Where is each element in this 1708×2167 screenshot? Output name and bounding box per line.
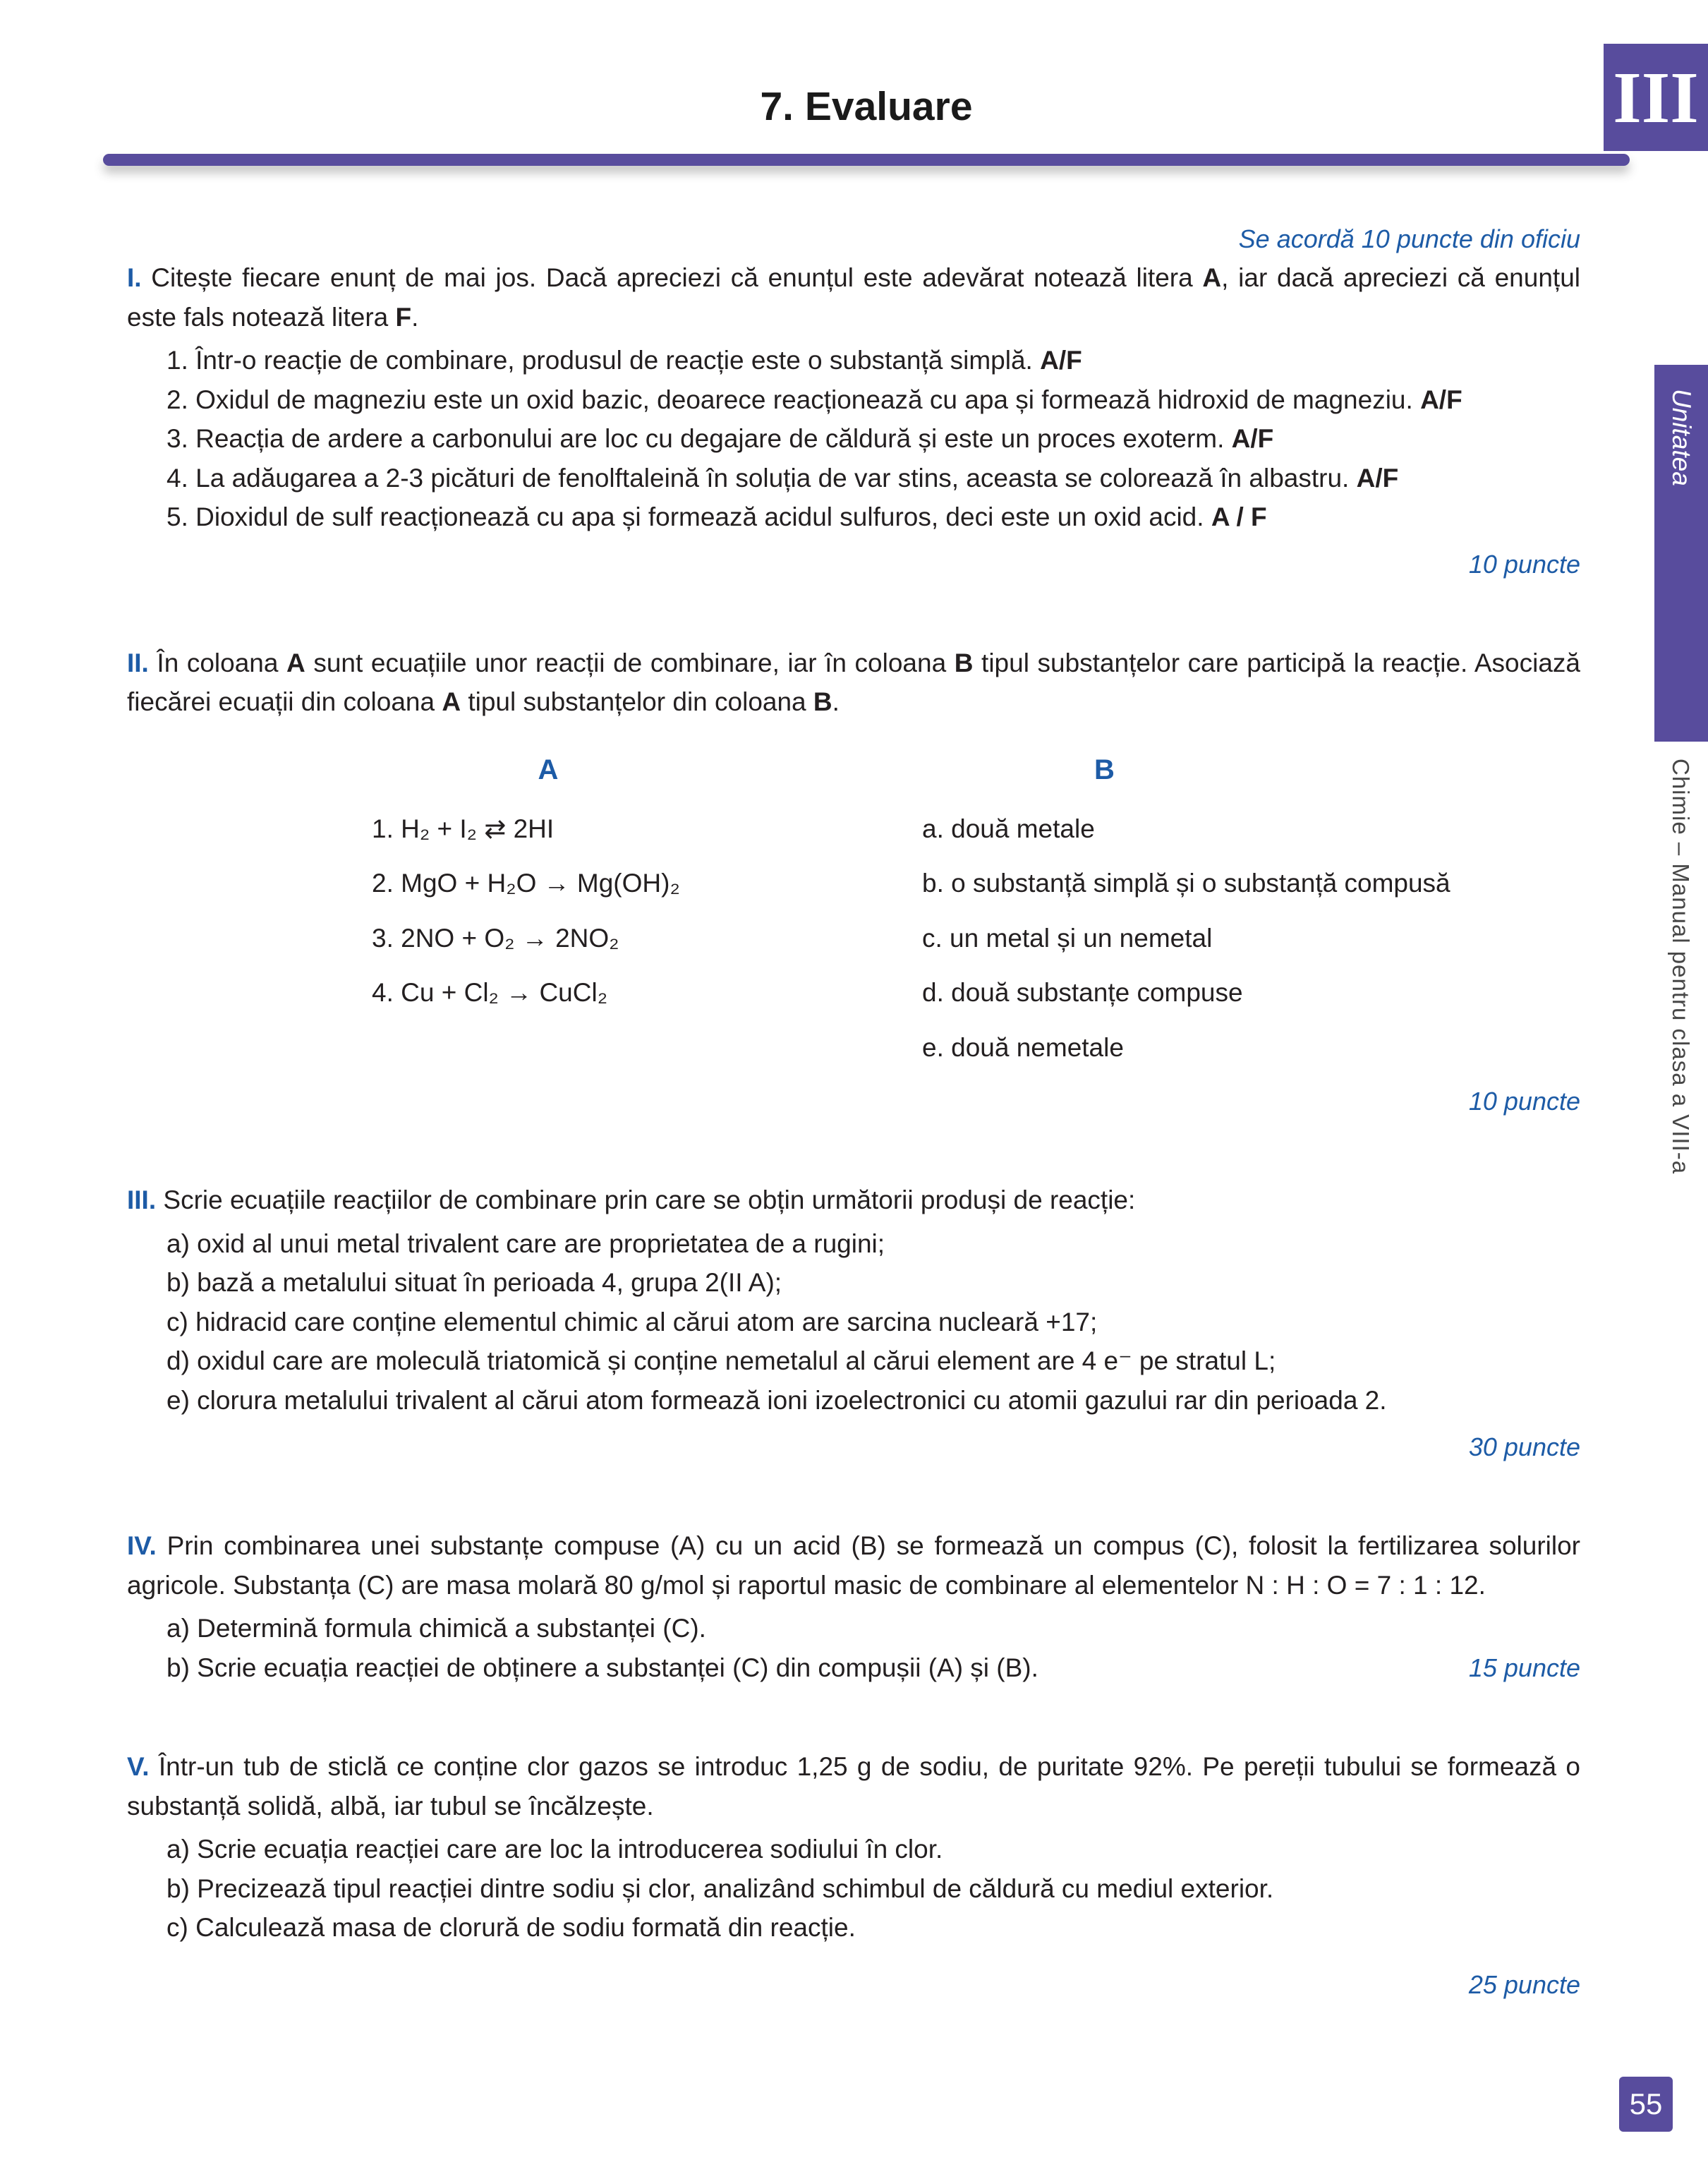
section-4-intro: IV. Prin combinarea unei substanțe compuse (A) cu un acid (B) se formează un compus (C), folosit la fertilizarea solurilor agricole. Substanța (C) are masa molară 80 g/mol și raportul masic de combinare al elementelor N : H : O = 7 : 1 : 12. [127,1531,1580,1600]
points-label: 30 puncte [1468,1432,1580,1461]
sidebar-book-title: Chimie – Manual pentru clasa a VIII-a [1668,759,1694,1175]
task-item: e) clorura metalului trivalent al cărui atom formează ioni izoelectronici cu atomii gazului rar din perioada 2. [166,1385,1387,1415]
task-list [166,1609,1580,1687]
statement-item: 2. Oxidul de magneziu este un oxid bazic, deoarece reacționează cu apa și formează hidroxid de magneziu. A/F [166,385,1462,414]
statement-item: 1. Într-o reacție de combinare, produsul de reacție este o substanță simplă. A/F [166,346,1082,375]
task-item: a) Scrie ecuația reacției care are loc la introducerea sodiului în clor. [166,1835,943,1864]
statement-list [166,341,1580,537]
office-points-note: Se acordă 10 puncte din oficiu [1238,224,1580,253]
match-row [127,1028,1580,1068]
section-5-intro: V. Într-un tub de sticlă ce conține clor gazos se introduc 1,25 g de sodiu, de puritate 92%. Pe pereții tubului se formează o substanță solidă, albă, iar tubul se încălzește. [127,1752,1580,1821]
statement-item: 5. Dioxidul de sulf reacționează cu apa și formează acidul sulfuros, deci este un oxid acid. A / F [166,502,1267,531]
task-item: b) Precizează tipul reacției dintre sodiu și clor, analizând schimbul de căldură cu mediul exterior. [166,1873,1274,1903]
task-item-row [166,1648,1580,1688]
task-item: c) hidracid care conține elementul chimic al cărui atom are sarcina nucleară +17; [166,1307,1098,1336]
task-item: b) Scrie ecuația reacției de obținere a substanței (C) din compușii (A) și (B). [166,1653,1038,1682]
task-list [166,1224,1580,1420]
task-item: a) Determină formula chimică a substanței (C). [166,1614,706,1643]
points-label: 15 puncte [1468,1653,1580,1682]
statement-item: 4. La adăugarea a 2-3 picături de fenolftaleină în soluția de var stins, aceasta se colorează în albastru. A/F [166,463,1399,493]
task-item: a) oxid al unui metal trivalent care are proprietatea de a rugini; [166,1229,885,1258]
page-header [103,83,1630,166]
option-cell: a. două metale [922,814,1095,843]
match-table-header [127,749,1580,791]
header-divider [103,154,1630,166]
section-1-intro: I. Citește fiecare enunț de mai jos. Dacă apreciezi că enunțul este adevărat notează litera A, iar dacă apreciezi că enunțul este fals notează litera F. [127,263,1580,332]
section-2 [127,644,1580,1121]
option-cell: c. un metal și un nemetal [922,923,1213,953]
match-row [127,809,1580,849]
match-row [127,864,1580,903]
task-item: c) Calculează masa de clorură de sodiu formată din reacție. [166,1913,856,1942]
section-2-intro: II. În coloana A sunt ecuațiile unor reacții de combinare, iar în coloana B tipul substanțelor care participă la reacție. Asociază fiecărei ecuații din coloana A tipul substanțelor din coloana B. [127,648,1581,716]
match-row [127,973,1580,1013]
section-1 [127,258,1580,584]
option-cell: d. două substanțe compuse [922,978,1243,1007]
column-b-header: B [1094,754,1115,785]
equation-cell: 1. H₂ + I₂ ⇄ 2HI [372,814,555,843]
page-title: 7. Evaluare [760,84,973,129]
task-list [166,1830,1580,1948]
section-4 [127,1526,1580,1687]
page-number-badge: 55 [1619,2077,1673,2132]
option-cell: e. două nemetale [922,1032,1124,1062]
points-label: 10 puncte [1468,1087,1580,1116]
unit-roman-badge: III [1604,44,1708,151]
option-cell: b. o substanță simplă și o substanță compusă [922,869,1450,898]
match-table [127,749,1580,1068]
section-3-intro: III. Scrie ecuațiile reacțiilor de combinare prin care se obțin următorii produși de reacție: [127,1185,1136,1214]
match-row [127,919,1580,958]
statement-item: 3. Reacția de ardere a carbonului are loc cu degajare de căldură și este un proces exoterm. A/F [166,424,1274,453]
section-5 [127,1747,1580,2004]
equation-cell: 2. MgO + H₂O → Mg(OH)₂ [372,869,680,898]
task-item: d) oxidul care are moleculă triatomică și conține nemetalul al cărui element are 4 e⁻ pe stratul L; [166,1346,1276,1375]
column-a-header: A [538,754,559,785]
equation-cell: 3. 2NO + O₂ → 2NO₂ [372,923,619,953]
section-3 [127,1181,1580,1466]
equation-cell: 4. Cu + Cl₂ → CuCl₂ [372,978,608,1007]
content [127,212,1580,2004]
task-item: b) bază a metalului situat în perioada 4, grupa 2(II A); [166,1268,782,1297]
points-label: 25 puncte [1468,1969,1580,1999]
points-label: 10 puncte [1468,549,1580,579]
sidebar-unit-tab: Unitatea [1654,365,1708,742]
